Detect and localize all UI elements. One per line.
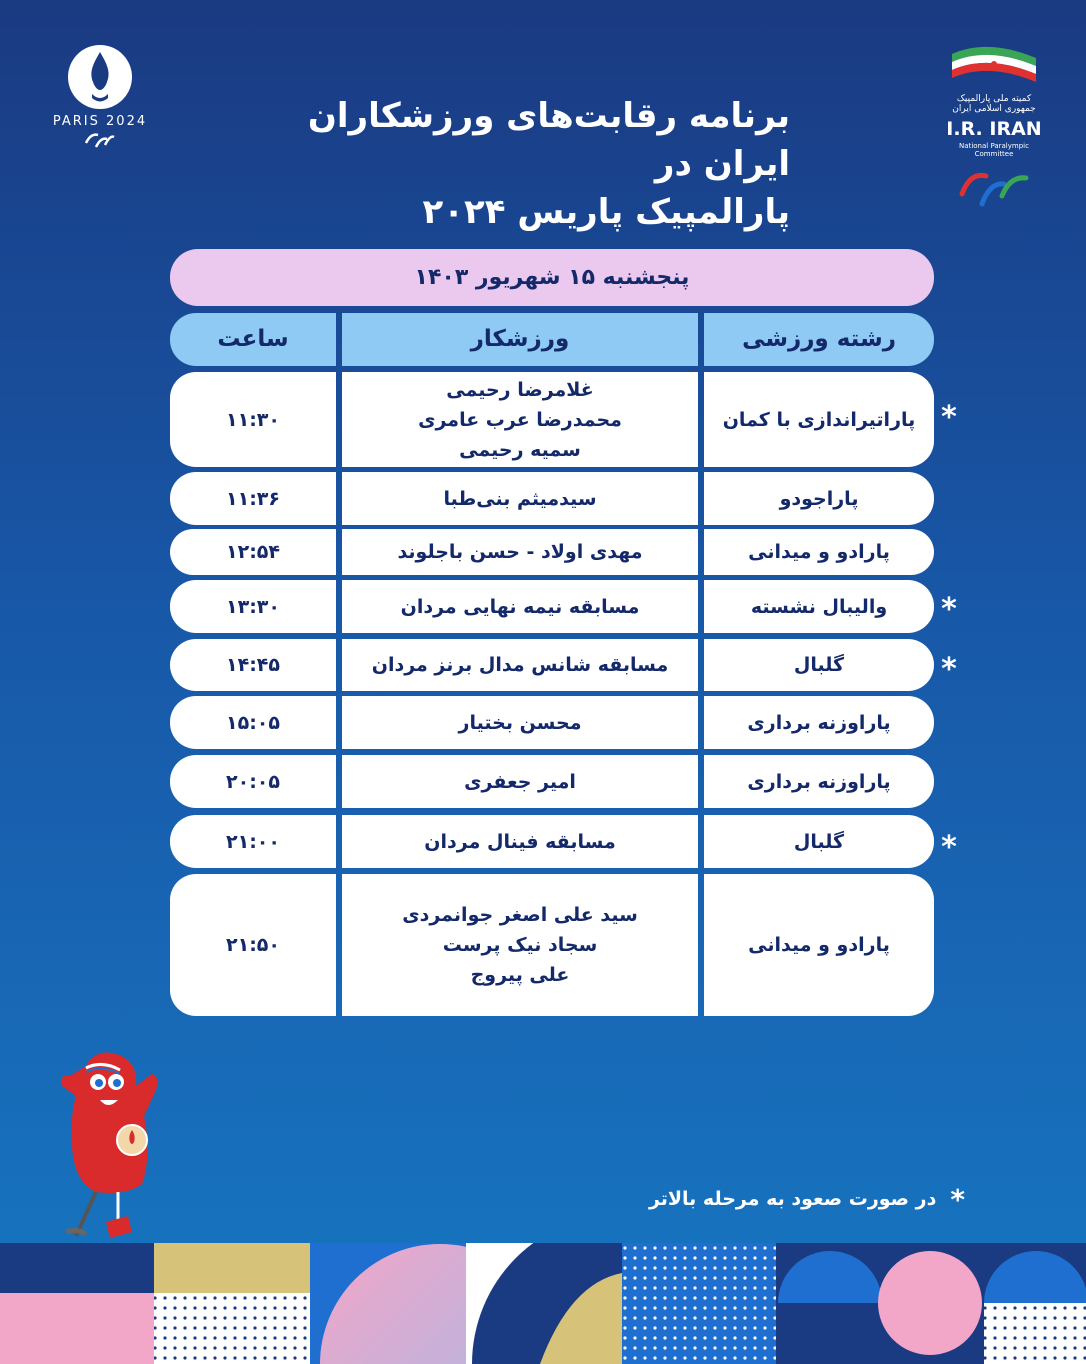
time-cell: ۲۰:۰۵ [170,755,336,808]
paris-2024-flame-icon [65,42,135,112]
athlete-cell: سیدمیثم بنی‌طبا [342,472,698,525]
iran-flag-wave-icon [948,40,1040,88]
column-header-time: ساعت [170,313,336,366]
athlete-name: محمدرضا عرب عامری [418,408,622,431]
sport-cell: پاراوزنه برداری [704,696,934,749]
iran-logo-name: I.R. IRAN [946,118,1042,140]
athlete-cell [342,874,698,1016]
time-cell: ۱۴:۴۵ [170,639,336,691]
athlete-name: علی پیروج [470,964,570,986]
athlete-name: سید علی اصغر جوانمردی [402,904,638,926]
time-cell: ۱۲:۵۴ [170,529,336,575]
time-cell: ۱۱:۳۰ [170,372,336,467]
athlete-cell: مسابقه فینال مردان [342,815,698,868]
athlete-cell: امیر جعفری [342,755,698,808]
agitos-icon [956,164,1032,208]
athlete-cell: محسن بختیار [342,696,698,749]
sport-cell: پاراوزنه برداری [704,755,934,808]
athlete-name: سجاد نیک پرست [442,934,598,956]
athlete-cell: مسابقه شانس مدال برنز مردان [342,639,698,691]
iran-logo-persian: کمیته ملی پارالمپیک جمهوری اسلامی ایران [952,94,1036,114]
qualification-star: * [941,652,957,687]
footnote [600,1183,965,1216]
time-cell: ۲۱:۵۰ [170,874,336,1016]
athlete-name: سمیه رحیمی [459,438,581,461]
sport-cell: گلبال [704,815,934,868]
column-header-sport: رشته ورزشی [704,313,934,366]
agitos-small-icon [83,129,117,151]
sport-cell: گلبال [704,639,934,691]
time-cell: ۱۳:۳۰ [170,580,336,633]
sport-cell: پاراجودو [704,472,934,525]
athlete-cell: مهدی اولاد - حسن باجلوند [342,529,698,575]
iran-npc-logo [942,40,1046,210]
athlete-name: غلامرضا رحیمی [446,378,594,401]
qualification-star: * [941,592,957,627]
sport-cell: پارادو و میدانی [704,529,934,575]
paris-2024-logo [40,42,160,172]
time-cell: ۲۱:۰۰ [170,815,336,868]
phryge-mascot-icon [56,1046,168,1260]
footnote-text: در صورت صعود به مرحله بالاتر [648,1188,937,1210]
sport-cell: پارادو و میدانی [704,874,934,1016]
iran-logo-sub: National Paralympic Committee [959,142,1029,158]
paris-logo-text: PARIS 2024 [52,114,148,129]
time-cell: ۱۱:۳۶ [170,472,336,525]
footnote-star: * [950,1183,965,1216]
time-cell: ۱۵:۰۵ [170,696,336,749]
title-line-1: برنامه رقابت‌های ورزشکاران ایران در [307,96,790,184]
decorative-pattern-band [0,1243,1086,1364]
title-line-2: پارالمپیک پاریس ۲۰۲۴ [422,192,790,232]
column-header-athlete: ورزشکار [342,313,698,366]
page-title [220,92,790,236]
qualification-star: * [941,400,957,435]
athlete-cell [342,372,698,467]
date-header: پنجشنبه ۱۵ شهریور ۱۴۰۳ [170,249,934,306]
athlete-cell: مسابقه نیمه نهایی مردان [342,580,698,633]
sport-cell: والیبال نشسته [704,580,934,633]
sport-cell: پاراتیراندازی با کمان [704,372,934,467]
qualification-star: * [941,830,957,865]
